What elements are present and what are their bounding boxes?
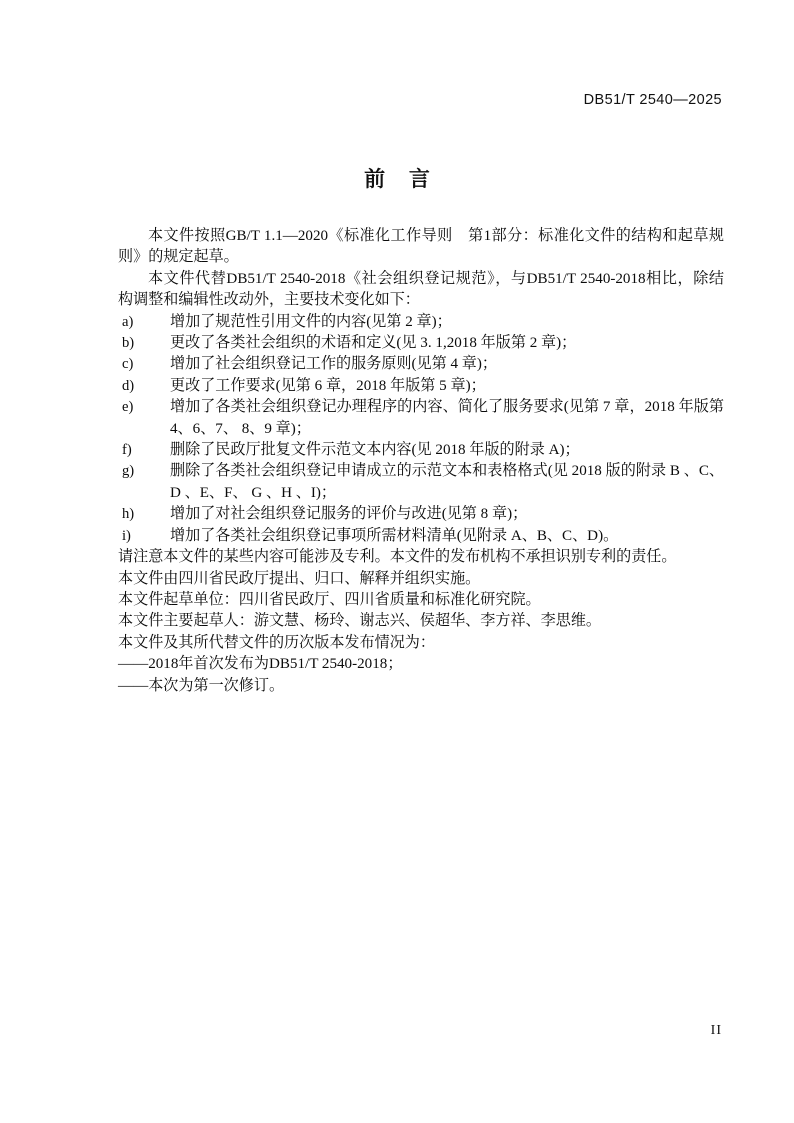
drafting-units-paragraph: 本文件起草单位：四川省民政厅、四川省质量和标准化研究院。 [118, 591, 541, 608]
list-item-text: 增加了规范性引用文件的内容(见第 2 章)； [170, 313, 452, 330]
patent-notice-paragraph: 请注意本文件的某些内容可能涉及专利。本文件的发布机构不承担识别专利的责任。 [118, 549, 677, 566]
version-history-intro: 本文件及其所代替文件的历次版本发布情况为： [118, 634, 435, 651]
list-item-text: 删除了民政厅批复文件示范文本内容(见 2018 年版的附录 A)； [170, 442, 580, 459]
page-title: 前 言 [364, 168, 439, 191]
list-item-marker: f) [122, 442, 132, 459]
list-item [118, 461, 724, 504]
list-item-marker: g) [122, 463, 135, 480]
list-item [118, 504, 724, 525]
list-item-text: 增加了各类社会组织登记办理程序的内容、简化了服务要求(见第 7 章，2018 年版第 4、6、7、 8、9 章)； [170, 399, 724, 437]
list-item-marker: i) [122, 527, 131, 544]
version-history-entry: ——2018年首次发布为DB51/T 2540-2018； [118, 656, 403, 673]
list-item-marker: b) [122, 335, 135, 352]
technical-changes-list [118, 312, 724, 547]
list-item-text: 增加了各类社会组织登记事项所需材料清单(见附录 A、B、C、D)。 [170, 527, 619, 544]
list-item-text: 删除了各类社会组织登记申请成立的示范文本和表格格式(见 2018 版的附录 B 、C、D 、E、F、 G 、H 、I)； [170, 463, 724, 501]
list-item-text: 更改了工作要求(见第 6 章，2018 年版第 5 章)； [170, 377, 486, 394]
version-history-entry: ——本次为第一次修订。 [118, 677, 285, 694]
document-body [118, 226, 724, 697]
proposer-paragraph: 本文件由四川省民政厅提出、归口、解释并组织实施。 [118, 570, 481, 587]
main-drafters-paragraph: 本文件主要起草人：游文慧、杨玲、谢志兴、侯超华、李方祥、李思维。 [118, 613, 602, 630]
list-item [118, 354, 724, 375]
list-item-text: 更改了各类社会组织的术语和定义(见 3. 1,2018 年版第 2 章)； [170, 335, 577, 352]
intro-paragraph-2: 本文件代替DB51/T 2540-2018《社会组织登记规范》，与DB51/T 2540-2018相比，除结构调整和编辑性改动外，主要技术变化如下： [118, 270, 724, 309]
list-item [118, 526, 724, 547]
list-item [118, 397, 724, 440]
page-number-footer: II [710, 1023, 722, 1038]
list-item-marker: h) [122, 506, 135, 523]
standard-number-header: DB51/T 2540—2025 [583, 92, 722, 108]
list-item-marker: d) [122, 377, 135, 394]
list-item [118, 333, 724, 354]
list-item-marker: a) [122, 313, 134, 330]
list-item-marker: e) [122, 399, 134, 416]
list-item-text: 增加了社会组织登记工作的服务原则(见第 4 章)； [170, 356, 498, 373]
list-item [118, 376, 724, 397]
list-item [118, 312, 724, 333]
list-item-text: 增加了对社会组织登记服务的评价与改进(见第 8 章)； [170, 506, 528, 523]
list-item [118, 440, 724, 461]
list-item-marker: c) [122, 356, 134, 373]
intro-paragraph-1: 本文件按照GB/T 1.1—2020《标准化工作导则 第1部分：标准化文件的结构和起草规则》的规定起草。 [118, 228, 724, 266]
